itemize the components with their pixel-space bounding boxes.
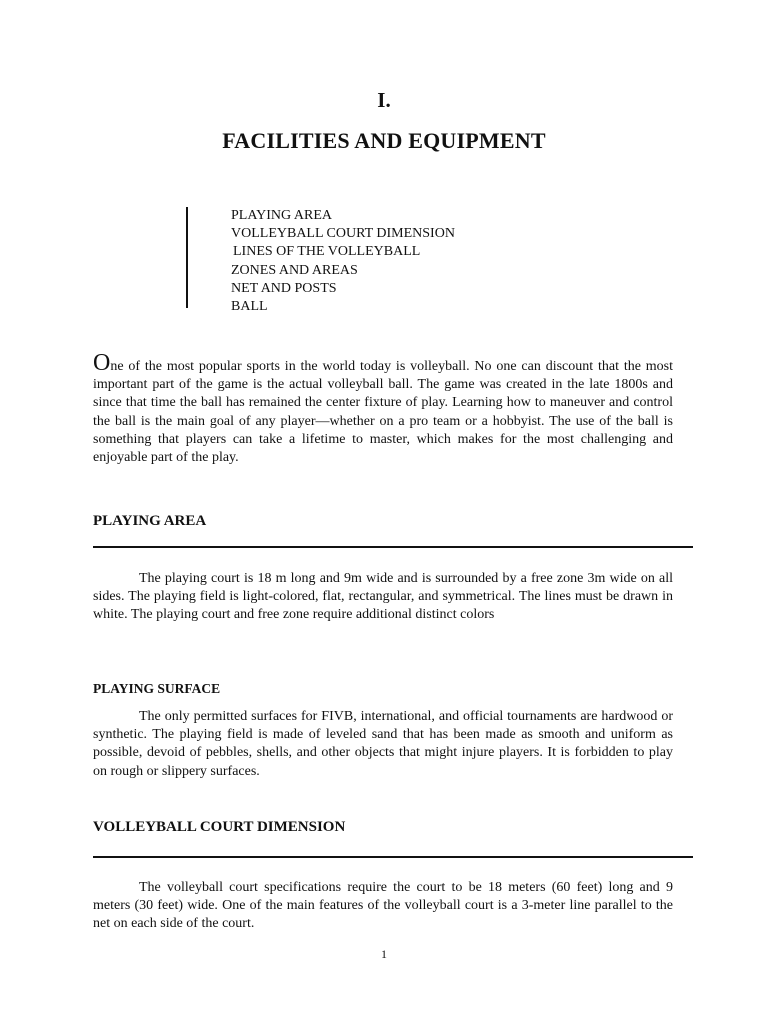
section-divider [93,856,693,858]
heading-playing-area: PLAYING AREA [93,513,207,529]
toc-list [231,207,455,316]
toc-item-lines: LINES OF THE VOLLEYBALL [233,244,421,260]
toc-item-net-posts: NET AND POSTS [231,280,337,296]
toc-item-playing-area: PLAYING AREA [231,208,332,223]
page-number: 1 [381,947,387,961]
playing-surface-paragraph: The only permitted surfaces for FIVB, international, and official tournaments are hardwood or synthetic. The playing field is made of leveled sand that has been made as smooth and uniform as possible, devoid of pebbles, shells, and other objects that might injure players. It is forbidden to play on rough or slippery surfaces. [93,709,673,779]
heading-playing-surface: PLAYING SURFACE [93,681,221,696]
intro-dropcap: O [93,350,111,376]
chapter-number: I. [377,88,391,112]
toc-item-ball: BALL [231,299,268,315]
chapter-title: FACILITIES AND EQUIPMENT [222,128,546,153]
playing-area-paragraph: The playing court is 18 m long and 9m wide and is surrounded by a free zone 3m wide on all sides. The playing field is light-colored, flat, rectangular, and symmetrical. The lines must be drawn in white. The playing court and free zone require additional distinct colors [93,571,673,623]
toc-item-zones-areas: ZONES AND AREAS [231,262,358,278]
section-divider [93,546,693,548]
heading-court-dimension: VOLLEYBALL COURT DIMENSION [93,819,346,835]
court-dimension-paragraph: The volleyball court specifications require the court to be 18 meters (60 feet) long and 9 meters (30 feet) wide. One of the main features of the volleyball court is a 3-meter line parallel to the net on each side of the court. [93,880,673,932]
intro-paragraph [93,350,673,467]
toc-item-court-dimension: VOLLEYBALL COURT DIMENSION [231,226,455,242]
intro-text: ne of the most popular sports in the world today is volleyball. No one can discount that the most important part of the game is the actual volleyball ball. The game was created in the late 1800s and since that time the ball has remained the center fixture of play. Learning how to maneuver and control the ball is the main goal of any player—whether on a pro team or a hobbyist. The use of the ball is something that players can take a lifetime to master, which makes for the most challenging and enjoyable part of the play. [93,359,673,466]
table-of-contents [186,207,548,315]
